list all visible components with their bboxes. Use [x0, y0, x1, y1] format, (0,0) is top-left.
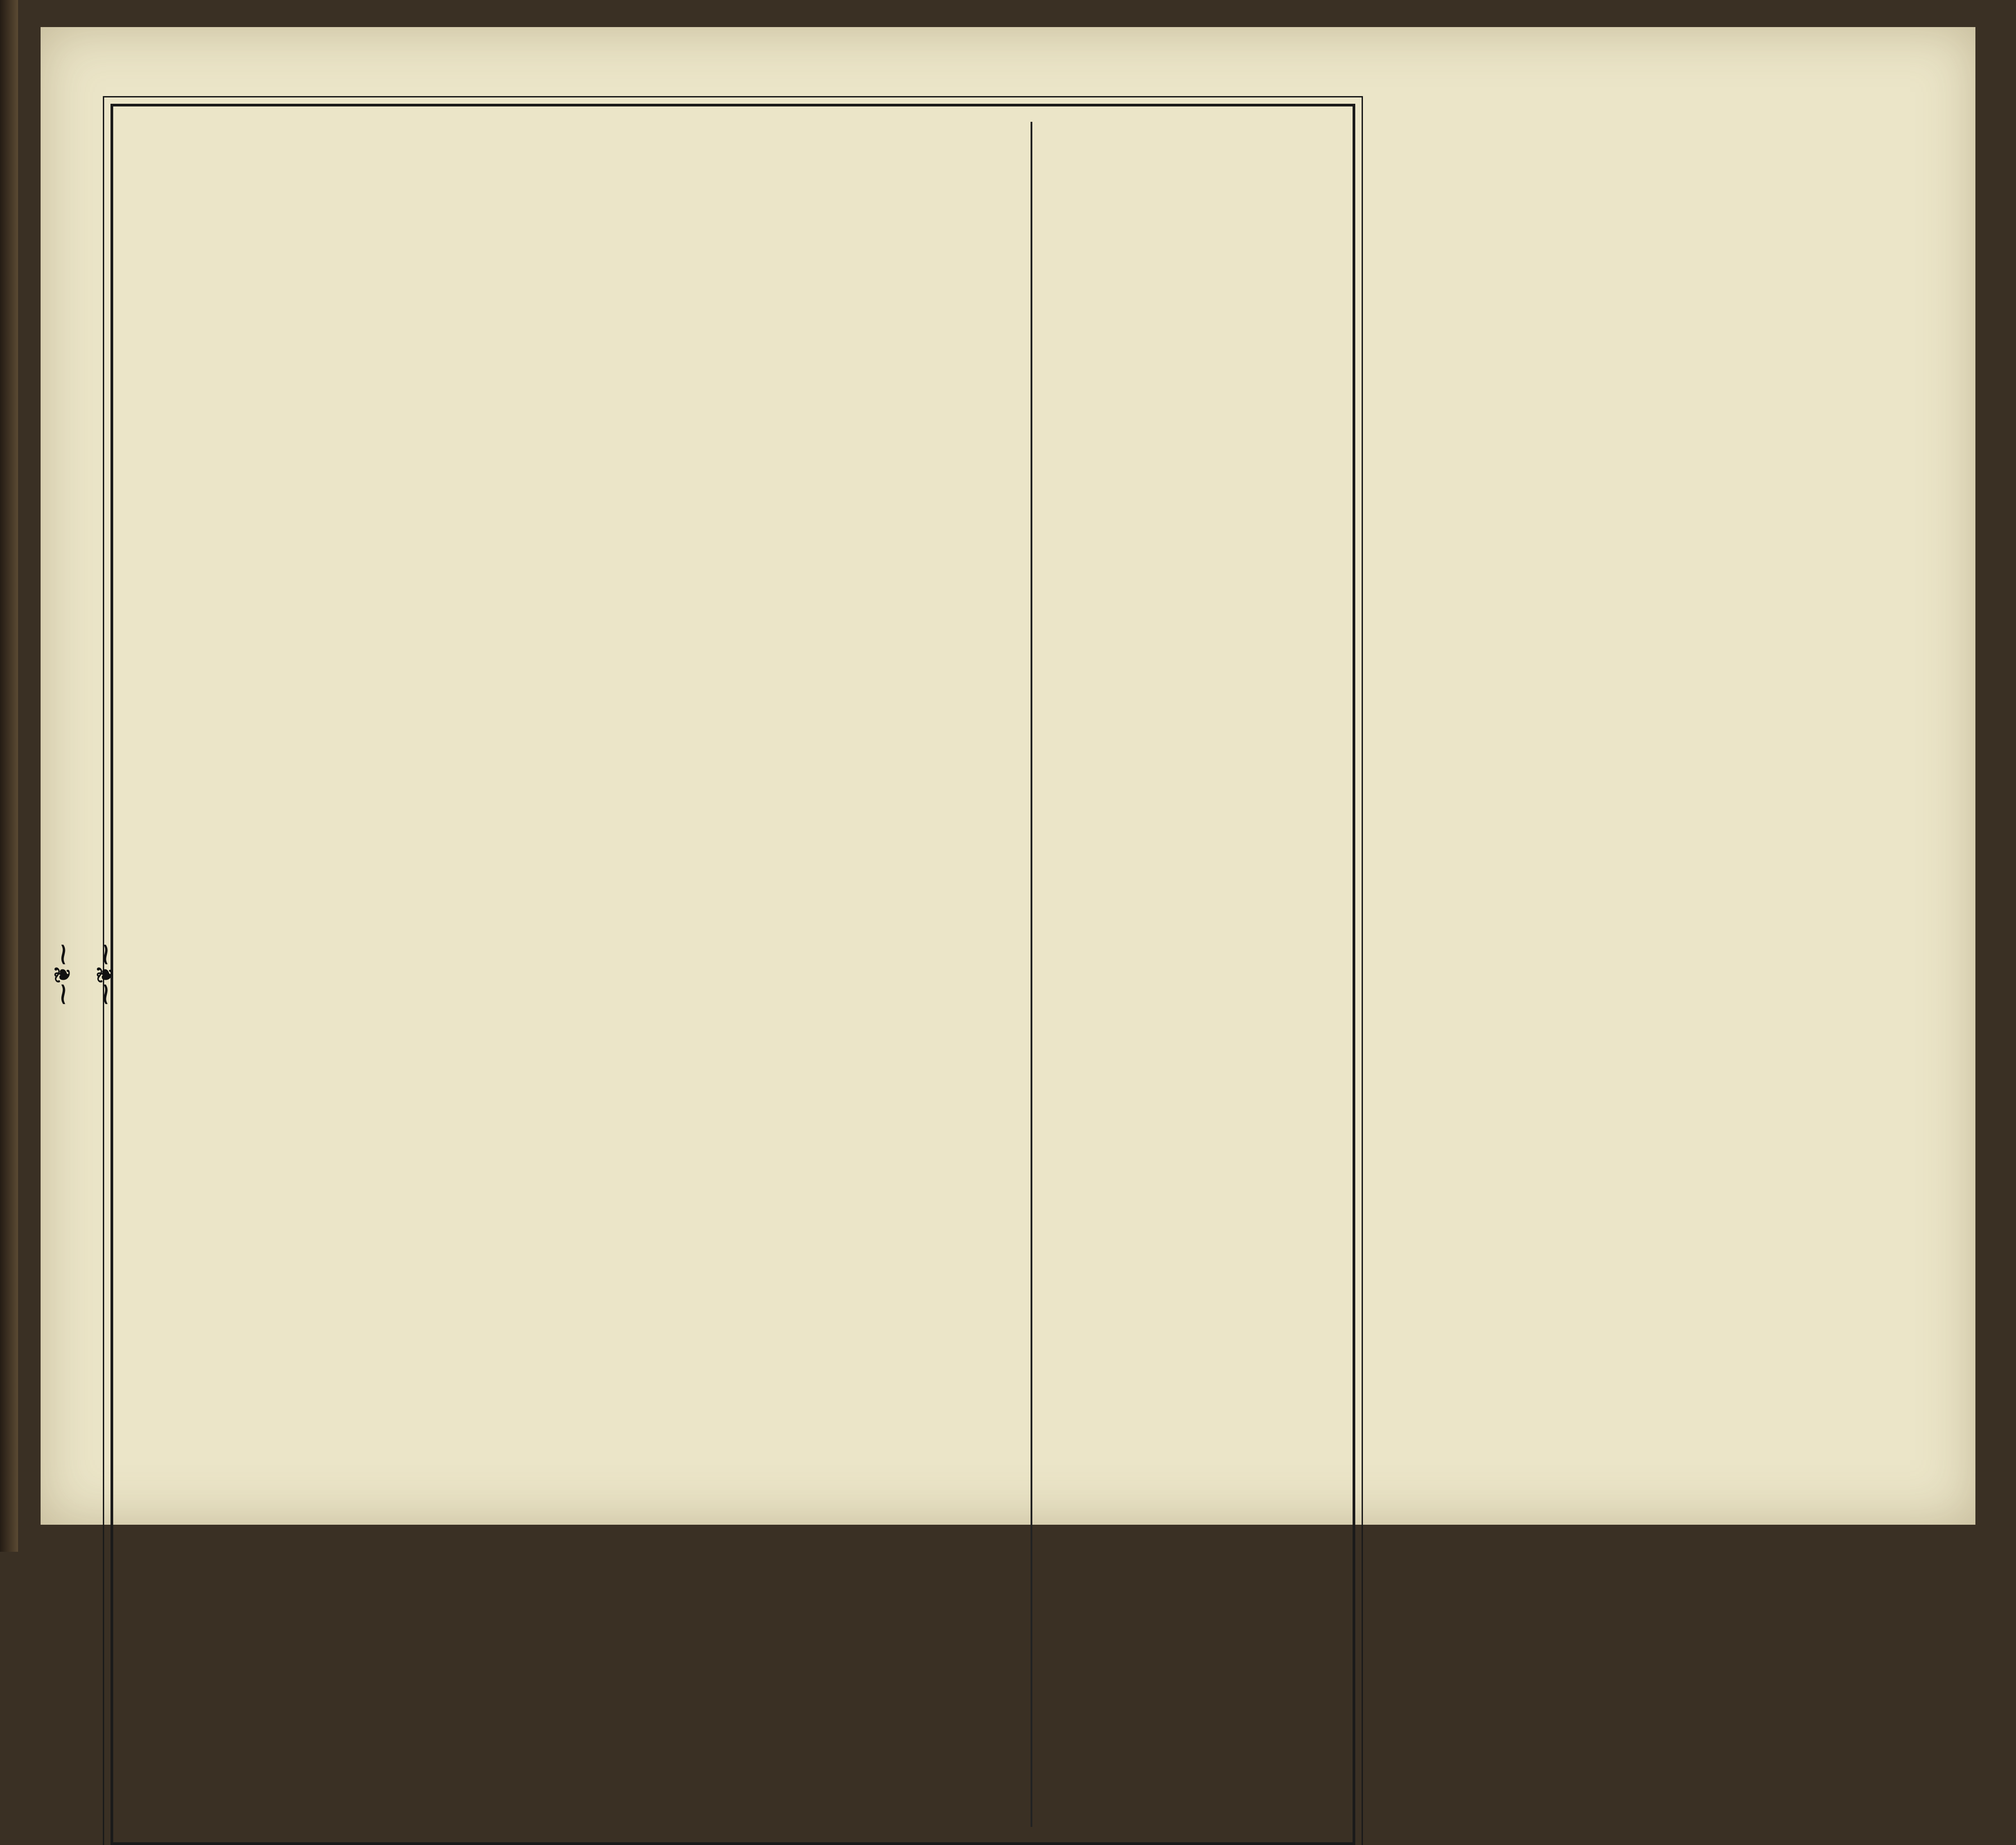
- bottom-table: [1040, 122, 1337, 1827]
- book-binding: [0, 0, 18, 1552]
- page-number: ⁓❦⁓ ⁓❦⁓: [50, 943, 118, 1006]
- rotated-page: [50, 600, 1851, 1845]
- top-table: [129, 122, 868, 1827]
- title-area: [886, 122, 1022, 1827]
- divider: [1031, 122, 1032, 1827]
